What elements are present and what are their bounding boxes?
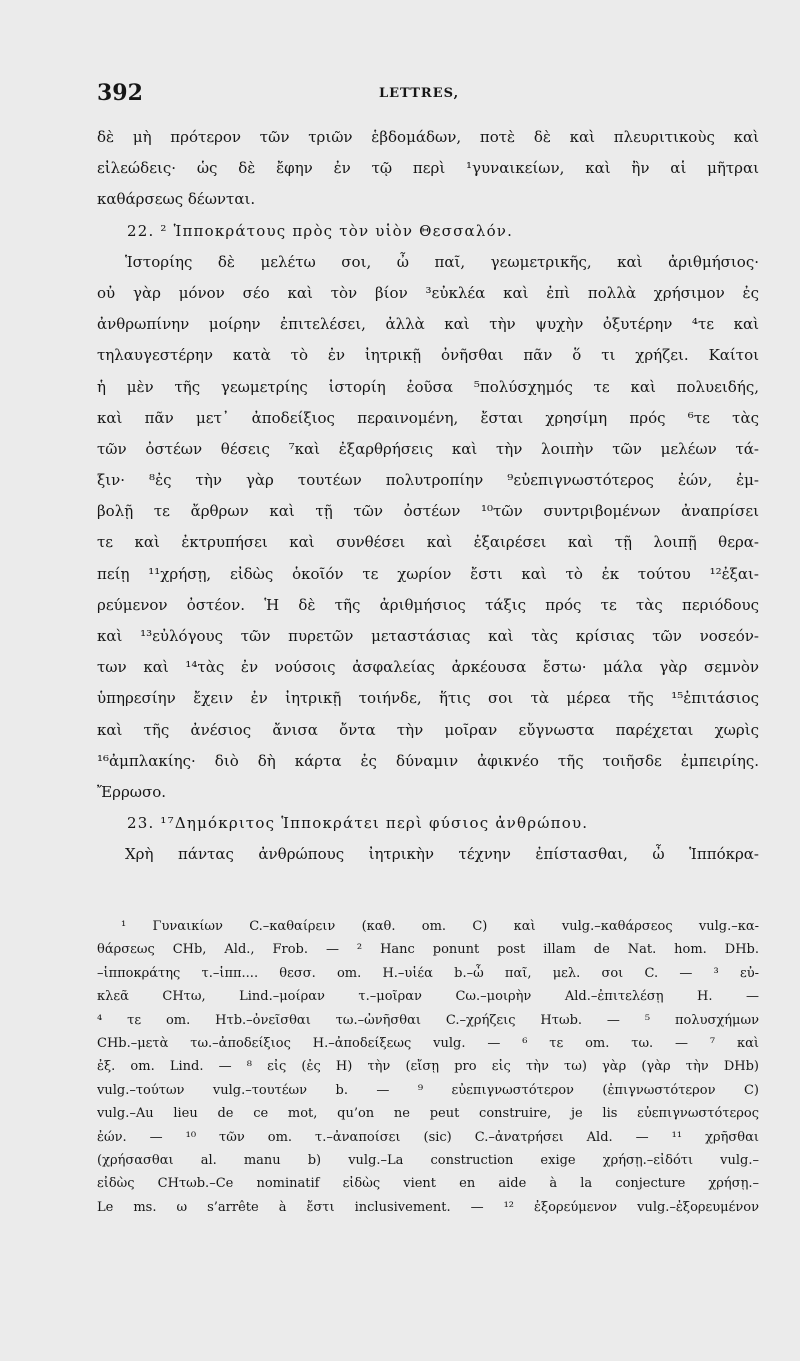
text-line: Χρὴ πάντας ἀνθρώπους ἰητρικὴν τέχνην ἐπίστασθαι, ὦ Ἱππόκρα- xyxy=(125,845,759,864)
running-head: LETTRES, xyxy=(379,86,460,101)
footnote-line: vulg.–τούτων vulg.–τουτέων b. — ⁹ εὐεπιγνωστότερον (ἐπιγνωστότερον C) xyxy=(97,1082,759,1098)
page-header xyxy=(97,80,757,110)
footnote-line: vulg.–Au lieu de ce mot, qu’on ne peut construire, je lis εὐεπιγνωστότερος xyxy=(97,1106,759,1122)
text-line: καὶ πᾶν μετ᾽ ἀποδείξιος περαινομένη, ἔσται χρησίμη πρός ⁶τε τὰς xyxy=(97,408,759,427)
footnote-line: –ἱπποκράτης τ.–ἱππ.... θεσσ. om. H.–υἱέα b.–ὦ παῖ, μελ. σοι C. — ³ εὐ- xyxy=(97,965,759,981)
footnote-line: θάρσεως CHb, Ald., Frob. — ² Hanc ponunt post illam de Nat. hom. DHb. xyxy=(97,942,759,958)
footnote-line: ⁴ τε om. Hτb.–ὀνεῖσθαι τω.–ὠνῆσθαι C.–χρήζεις Hτωb. — ⁵ πολυσχήμων xyxy=(97,1012,759,1028)
text-line: πείῃ ¹¹χρήσῃ, εἰδὼς ὁκοῖόν τε χωρίον ἔστι καὶ τὸ ἐκ τούτου ¹²ἐξαι- xyxy=(97,564,759,583)
footnote-line: ἐξ. om. Lind. — ⁸ εἰς (ἐς H) τὴν (εἴσῃ pro εἰς τὴν τω) γὰρ (γὰρ τὴν DHb) xyxy=(97,1059,759,1075)
text-line: τῶν ὀστέων θέσεις ⁷καὶ ἐξαρθρήσεις καὶ τὴν λοιπὴν τῶν μελέων τά- xyxy=(97,439,759,458)
footnote-line: εἰδὼς CHτωb.–Ce nominatif εἰδὼς vient en aide à la conjecture χρήσῃ.– xyxy=(97,1176,759,1192)
footnote-line: ¹ Γυναικίων C.–καθαίρειν (καθ. om. C) καὶ vulg.–καθάρσεος vulg.–κα- xyxy=(121,919,759,934)
text-line: ὑπηρεσίην ἔχειν ἐν ἰητρικῇ τοιήνδε, ἥτις σοι τὰ μέρεα τῆς ¹⁵ἐπιτάσιος xyxy=(97,689,759,708)
footnote-line: (χρήσασθαι al. manu b) vulg.–La construction exige χρήσῃ.–εἰδότι vulg.– xyxy=(97,1152,759,1168)
text-line: τε καὶ ἐκτρυπήσει καὶ συνθέσει καὶ ἐξαιρέσει καὶ τῇ λοιπῇ θερα- xyxy=(97,533,759,552)
text-line: Ἔρρωσο. xyxy=(97,782,167,801)
page-number: 392 xyxy=(97,80,143,106)
text-line: οὐ γὰρ μόνον σέο καὶ τὸν βίον ³εὐκλέα καὶ ἐπὶ πολλὰ χρήσιμον ἐς xyxy=(97,283,759,302)
text-line: καθάρσεως δέωνται. xyxy=(97,190,256,209)
text-line: των καὶ ¹⁴τὰς ἐν νούσοις ἀσφαλείας ἀρκέουσα ἔστω· μάλα γὰρ σεμνὸν xyxy=(97,658,759,677)
footnote-line: ἐών. — ¹⁰ τῶν om. τ.–ἀναποίσει (sic) C.–ἀνατρήσει Ald. — ¹¹ χρῆσθαι xyxy=(97,1129,759,1145)
text-line: ξιν· ⁸ἐς τὴν γὰρ τουτέων πολυτροπίην ⁹εὐεπιγνωστότερος ἐών, ἐμ- xyxy=(97,471,759,490)
footnote-line: CHb.–μετὰ τω.–ἀποδείξιος H.–ἀποδείξεως vulg. — ⁶ τε om. τω. — ⁷ καὶ xyxy=(97,1035,759,1051)
footnote-line: Le ms. ω s’arrête à ἔστι inclusivement. — ¹² ἐξορεύμενον vulg.–ἐξορευμένον xyxy=(97,1199,759,1215)
text-line: καὶ τῆς ἀνέσιος ἄνισα ὄντα τὴν μοῖραν εὔγνωστα παρέχεται χωρὶς xyxy=(97,720,759,739)
footnote-line: κλεᾶ CHτω, Lind.–μοίραν τ.–μοῖραν Cω.–μοιρὴν Ald.–ἐπιτελέσῃ H. — xyxy=(97,989,759,1005)
footnotes xyxy=(97,915,759,1219)
text-line: καὶ ¹³εὐλόγους τῶν πυρετῶν μεταστάσιας καὶ τὰς κρίσιας τῶν νοσεόν- xyxy=(97,627,759,645)
text-line: δὲ μὴ πρότερον τῶν τριῶν ἑβδομάδων, ποτὲ δὲ καὶ πλευριτικοὺς καὶ xyxy=(97,128,759,146)
text-line: βολῇ τε ἄρθρων καὶ τῇ τῶν ὀστέων ¹⁰τῶν συντριβομένων ἀναπρίσει xyxy=(97,502,759,521)
text-line: ἀνθρωπίνην μοίρην ἐπιτελέσει, ἀλλὰ καὶ τὴν ψυχὴν ὀξυτέρην ⁴τε καὶ xyxy=(97,315,759,334)
main-text xyxy=(97,122,759,871)
text-line: ἡ μὲν τῆς γεωμετρίης ἱστορίη ἐοῦσα ⁵πολύσχημός τε καὶ πολυειδής, xyxy=(97,377,759,396)
text-line: ¹⁶ἀμπλακίης· διὸ δὴ κάρτα ἐς δύναμιν ἀφικνέο τῆς τοιῆσδε ἐμπειρίης. xyxy=(97,751,759,770)
text-line: ρεύμενον ὀστέον. Ἡ δὲ τῆς ἀριθμήσιος τάξις πρός τε τὰς περιόδους xyxy=(97,595,759,614)
text-line: εἰλεώδεις· ὡς δὲ ἔφην ἐν τῷ περὶ ¹γυναικείων, καὶ ἢν αἱ μῆτραι xyxy=(97,159,759,178)
text-line: Ἱστορίης δὲ μελέτω σοι, ὦ παῖ, γεωμετρικῆς, καὶ ἀριθμήσιος· xyxy=(125,252,759,271)
section-heading-23: 23. ¹⁷Δημόκριτος Ἱπποκράτει περὶ φύσιος ἀνθρώπου. xyxy=(127,814,589,833)
text-line: τηλαυγεστέρην κατὰ τὸ ἐν ἰητρικῇ ὀνῆσθαι πᾶν ὅ τι χρήζει. Καίτοι xyxy=(97,346,759,365)
section-heading-22: 22. ² Ἱπποκράτους πρὸς τὸν υἱὸν Θεσσαλόν. xyxy=(127,221,514,240)
